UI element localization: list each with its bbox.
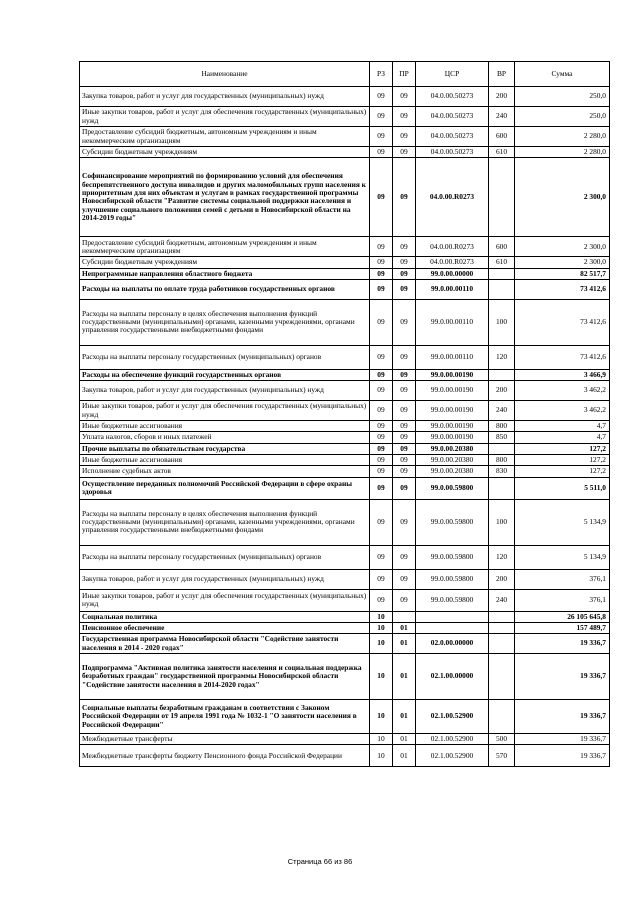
cell-rz: 09 xyxy=(370,268,393,279)
cell-csr: 99.0.00.00190 xyxy=(416,432,489,443)
cell-sum: 2 280,0 xyxy=(515,127,610,147)
cell-vr xyxy=(489,634,515,654)
page-footer: Страница 66 из 86 xyxy=(287,857,353,866)
cell-csr: 04.0.00.R0273 xyxy=(416,257,489,268)
cell-name: Иные закупки товаров, работ и услуг для обеспечения государственных (муниципальных) нужд xyxy=(80,107,370,127)
cell-name: Пенсионное обеспечение xyxy=(80,622,370,633)
table-row xyxy=(80,745,610,767)
cell-pr: 01 xyxy=(393,700,416,734)
cell-sum: 127,2 xyxy=(515,443,610,454)
cell-sum: 3 462,2 xyxy=(515,381,610,401)
table-row xyxy=(80,611,610,622)
table-row xyxy=(80,700,610,734)
cell-csr: 99.0.00.59800 xyxy=(416,569,489,589)
cell-name: Подпрограмма "Активная политика занятости населения и социальная поддержка безработных граждан" государственной программы Новосибирской области "Содействие занятости населения в 2014-2020 годах" xyxy=(80,654,370,700)
cell-csr: 02.1.00.52900 xyxy=(416,745,489,767)
cell-name: Предоставление субсидий бюджетным, автономным учреждениям и иным некоммерческим организациям xyxy=(80,237,370,257)
cell-vr: 800 xyxy=(489,421,515,432)
cell-csr: 04.0.00.R0273 xyxy=(416,158,489,237)
cell-sum: 5 511,0 xyxy=(515,477,610,499)
cell-csr: 04.0.00.50273 xyxy=(416,127,489,147)
header-sum: Сумма xyxy=(515,62,610,87)
cell-name: Межбюджетные трансферты xyxy=(80,734,370,745)
cell-vr: 610 xyxy=(489,147,515,158)
cell-rz: 09 xyxy=(370,299,393,345)
cell-sum: 2 280,0 xyxy=(515,147,610,158)
table-row xyxy=(80,147,610,158)
cell-rz: 09 xyxy=(370,369,393,380)
cell-pr: 09 xyxy=(393,87,416,107)
cell-pr: 09 xyxy=(393,421,416,432)
cell-name: Расходы на выплаты по оплате труда работников государственных органов xyxy=(80,279,370,299)
cell-vr xyxy=(489,369,515,380)
cell-pr: 09 xyxy=(393,268,416,279)
cell-sum: 127,2 xyxy=(515,466,610,477)
cell-vr: 240 xyxy=(489,589,515,611)
cell-rz: 09 xyxy=(370,345,393,369)
cell-pr: 09 xyxy=(393,257,416,268)
budget-table-container xyxy=(79,61,609,767)
cell-name: Непрограммные направления областного бюджета xyxy=(80,268,370,279)
cell-name: Государственная программа Новосибирской области "Содействие занятости населения в 2014 - 2020 годах" xyxy=(80,634,370,654)
header-pr: ПР xyxy=(393,62,416,87)
cell-csr: 02.0.00.00000 xyxy=(416,634,489,654)
cell-pr: 01 xyxy=(393,622,416,633)
cell-vr: 830 xyxy=(489,466,515,477)
cell-csr: 99.0.00.20380 xyxy=(416,466,489,477)
cell-csr: 99.0.00.00190 xyxy=(416,381,489,401)
cell-pr: 09 xyxy=(393,589,416,611)
cell-vr: 200 xyxy=(489,87,515,107)
cell-csr: 99.0.00.00110 xyxy=(416,345,489,369)
cell-vr: 600 xyxy=(489,237,515,257)
cell-rz: 09 xyxy=(370,432,393,443)
cell-sum: 3 462,2 xyxy=(515,401,610,421)
cell-sum: 3 466,9 xyxy=(515,369,610,380)
cell-rz: 09 xyxy=(370,499,393,545)
table-row xyxy=(80,454,610,465)
cell-vr: 610 xyxy=(489,257,515,268)
cell-sum: 2 300,0 xyxy=(515,257,610,268)
table-row xyxy=(80,421,610,432)
cell-sum: 5 134,9 xyxy=(515,545,610,569)
cell-rz: 09 xyxy=(370,127,393,147)
cell-vr: 100 xyxy=(489,299,515,345)
cell-csr: 99.0.00.59800 xyxy=(416,545,489,569)
table-row xyxy=(80,654,610,700)
cell-pr: 01 xyxy=(393,634,416,654)
cell-pr: 09 xyxy=(393,369,416,380)
cell-rz: 09 xyxy=(370,158,393,237)
cell-csr: 99.0.00.59800 xyxy=(416,477,489,499)
cell-sum: 73 412,6 xyxy=(515,345,610,369)
cell-pr: 09 xyxy=(393,499,416,545)
cell-name: Социальные выплаты безработным гражданам в соответствии с Законом Российской Федерации от 19 апреля 1991 года № 1032-1 "О занятости населения в Российской Федерации" xyxy=(80,700,370,734)
cell-name: Софинансирование мероприятий по формированию условий для обеспечения беспрепятственного доступа инвалидов и других маломобильных групп населения к приоритетным для них объектам и услугам в рамках государственной программы Новосибирской области "Развитие системы социальной поддержки населения и улучшение социального положения семей с детьми в Новосибирской области на 2014-2019 годы" xyxy=(80,158,370,237)
cell-csr: 99.0.00.00190 xyxy=(416,369,489,380)
cell-sum: 19 336,7 xyxy=(515,634,610,654)
cell-name: Иные бюджетные ассигнования xyxy=(80,454,370,465)
cell-csr: 99.0.00.59800 xyxy=(416,499,489,545)
cell-pr: 09 xyxy=(393,545,416,569)
cell-sum: 26 105 645,8 xyxy=(515,611,610,622)
cell-rz: 10 xyxy=(370,622,393,633)
cell-pr: 09 xyxy=(393,158,416,237)
cell-name: Закупка товаров, работ и услуг для государственных (муниципальных) нужд xyxy=(80,569,370,589)
table-row xyxy=(80,345,610,369)
table-row xyxy=(80,622,610,633)
cell-rz: 09 xyxy=(370,381,393,401)
table-row xyxy=(80,268,610,279)
table-row xyxy=(80,381,610,401)
cell-name: Закупка товаров, работ и услуг для государственных (муниципальных) нужд xyxy=(80,381,370,401)
table-row xyxy=(80,401,610,421)
cell-vr: 850 xyxy=(489,432,515,443)
cell-csr: 99.0.00.20380 xyxy=(416,443,489,454)
cell-rz: 09 xyxy=(370,569,393,589)
budget-table xyxy=(79,61,610,767)
cell-name: Иные бюджетные ассигнования xyxy=(80,421,370,432)
cell-vr xyxy=(489,477,515,499)
cell-pr: 09 xyxy=(393,299,416,345)
cell-rz: 09 xyxy=(370,87,393,107)
cell-csr: 99.0.00.00110 xyxy=(416,299,489,345)
cell-vr: 570 xyxy=(489,745,515,767)
cell-sum: 19 336,7 xyxy=(515,745,610,767)
cell-rz: 10 xyxy=(370,611,393,622)
cell-vr xyxy=(489,622,515,633)
cell-vr: 100 xyxy=(489,499,515,545)
cell-name: Расходы на выплаты персоналу в целях обеспечения выполнения функций государственными (муниципальными) органами, казенными учреждениями, органами управления государственными внебюджетными фондами xyxy=(80,299,370,345)
cell-pr: 09 xyxy=(393,443,416,454)
table-row xyxy=(80,299,610,345)
table-row xyxy=(80,107,610,127)
cell-name: Расходы на выплаты персоналу государственных (муниципальных) органов xyxy=(80,345,370,369)
cell-pr: 09 xyxy=(393,454,416,465)
table-row xyxy=(80,279,610,299)
cell-name: Прочие выплаты по обязательствам государства xyxy=(80,443,370,454)
cell-sum: 19 336,7 xyxy=(515,700,610,734)
cell-sum: 376,1 xyxy=(515,569,610,589)
cell-rz: 09 xyxy=(370,454,393,465)
cell-csr: 04.0.00.50273 xyxy=(416,107,489,127)
cell-pr: 09 xyxy=(393,381,416,401)
cell-rz: 09 xyxy=(370,545,393,569)
cell-rz: 10 xyxy=(370,700,393,734)
cell-vr: 500 xyxy=(489,734,515,745)
table-row xyxy=(80,432,610,443)
cell-sum: 19 336,7 xyxy=(515,734,610,745)
cell-rz: 10 xyxy=(370,634,393,654)
table-row xyxy=(80,634,610,654)
cell-sum: 4,7 xyxy=(515,421,610,432)
cell-pr: 09 xyxy=(393,401,416,421)
cell-rz: 10 xyxy=(370,734,393,745)
cell-vr xyxy=(489,654,515,700)
table-row xyxy=(80,734,610,745)
cell-rz: 09 xyxy=(370,237,393,257)
cell-csr xyxy=(416,611,489,622)
cell-name: Расходы на выплаты персоналу в целях обеспечения выполнения функций государственными (муниципальными) органами, казенными учреждениями, органами управления государственными внебюджетными фондами xyxy=(80,499,370,545)
cell-name: Субсидии бюджетным учреждениям xyxy=(80,147,370,158)
cell-csr: 04.0.00.50273 xyxy=(416,147,489,158)
table-row xyxy=(80,87,610,107)
cell-sum: 5 134,9 xyxy=(515,499,610,545)
cell-vr: 200 xyxy=(489,569,515,589)
cell-vr: 800 xyxy=(489,454,515,465)
cell-pr: 09 xyxy=(393,477,416,499)
table-row xyxy=(80,443,610,454)
cell-csr: 99.0.00.00190 xyxy=(416,421,489,432)
cell-sum: 127,2 xyxy=(515,454,610,465)
cell-pr: 09 xyxy=(393,279,416,299)
cell-name: Субсидии бюджетным учреждениям xyxy=(80,257,370,268)
cell-vr: 120 xyxy=(489,545,515,569)
cell-name: Осуществление переданных полномочий Российской Федерации в сфере охраны здоровья xyxy=(80,477,370,499)
cell-name: Исполнение судебных актов xyxy=(80,466,370,477)
cell-csr: 99.0.00.00190 xyxy=(416,401,489,421)
table-row xyxy=(80,237,610,257)
cell-pr: 01 xyxy=(393,745,416,767)
cell-csr: 99.0.00.00000 xyxy=(416,268,489,279)
cell-vr: 240 xyxy=(489,401,515,421)
cell-csr: 99.0.00.20380 xyxy=(416,454,489,465)
cell-name: Социальная политика xyxy=(80,611,370,622)
header-name: Наименование xyxy=(80,62,370,87)
cell-sum: 376,1 xyxy=(515,589,610,611)
header-rz: РЗ xyxy=(370,62,393,87)
cell-pr: 01 xyxy=(393,654,416,700)
cell-rz: 09 xyxy=(370,443,393,454)
header-vr: ВР xyxy=(489,62,515,87)
cell-name: Межбюджетные трансферты бюджету Пенсионного фонда Российской Федерации xyxy=(80,745,370,767)
cell-csr: 04.0.00.50273 xyxy=(416,87,489,107)
cell-vr: 240 xyxy=(489,107,515,127)
cell-vr xyxy=(489,443,515,454)
cell-vr: 200 xyxy=(489,381,515,401)
cell-csr: 02.1.00.52900 xyxy=(416,700,489,734)
cell-name: Уплата налогов, сборов и иных платежей xyxy=(80,432,370,443)
cell-csr xyxy=(416,622,489,633)
cell-pr: 09 xyxy=(393,127,416,147)
cell-name: Закупка товаров, работ и услуг для государственных (муниципальных) нужд xyxy=(80,87,370,107)
cell-sum: 2 300,0 xyxy=(515,158,610,237)
cell-pr: 09 xyxy=(393,432,416,443)
cell-rz: 09 xyxy=(370,589,393,611)
cell-csr: 02.1.00.52900 xyxy=(416,734,489,745)
cell-pr: 09 xyxy=(393,147,416,158)
cell-pr: 09 xyxy=(393,466,416,477)
table-row xyxy=(80,127,610,147)
cell-sum: 73 412,6 xyxy=(515,279,610,299)
cell-sum: 73 412,6 xyxy=(515,299,610,345)
cell-vr: 600 xyxy=(489,127,515,147)
cell-sum: 4,7 xyxy=(515,432,610,443)
cell-name: Расходы на обеспечение функций государственных органов xyxy=(80,369,370,380)
table-row xyxy=(80,257,610,268)
cell-sum: 157 489,7 xyxy=(515,622,610,633)
table-row xyxy=(80,589,610,611)
cell-name: Иные закупки товаров, работ и услуг для обеспечения государственных (муниципальных) нужд xyxy=(80,401,370,421)
cell-pr: 09 xyxy=(393,569,416,589)
cell-sum: 19 336,7 xyxy=(515,654,610,700)
cell-sum: 2 300,0 xyxy=(515,237,610,257)
cell-rz: 09 xyxy=(370,147,393,158)
cell-csr: 02.1.00.00000 xyxy=(416,654,489,700)
cell-vr xyxy=(489,158,515,237)
cell-csr: 99.0.00.00110 xyxy=(416,279,489,299)
cell-rz: 09 xyxy=(370,477,393,499)
cell-vr xyxy=(489,268,515,279)
cell-rz: 10 xyxy=(370,654,393,700)
header-csr: ЦСР xyxy=(416,62,489,87)
cell-vr xyxy=(489,279,515,299)
cell-pr: 09 xyxy=(393,345,416,369)
cell-rz: 10 xyxy=(370,745,393,767)
cell-name: Расходы на выплаты персоналу государственных (муниципальных) органов xyxy=(80,545,370,569)
cell-rz: 09 xyxy=(370,421,393,432)
table-row xyxy=(80,369,610,380)
cell-pr: 09 xyxy=(393,107,416,127)
cell-rz: 09 xyxy=(370,257,393,268)
cell-sum: 82 517,7 xyxy=(515,268,610,279)
cell-pr: 09 xyxy=(393,237,416,257)
cell-rz: 09 xyxy=(370,107,393,127)
table-row xyxy=(80,545,610,569)
cell-sum: 250,0 xyxy=(515,107,610,127)
table-header-row xyxy=(80,62,610,87)
cell-csr: 99.0.00.59800 xyxy=(416,589,489,611)
cell-vr xyxy=(489,611,515,622)
cell-rz: 09 xyxy=(370,401,393,421)
table-row xyxy=(80,499,610,545)
cell-vr: 120 xyxy=(489,345,515,369)
table-row xyxy=(80,466,610,477)
table-body xyxy=(80,87,610,767)
table-row xyxy=(80,569,610,589)
cell-rz: 09 xyxy=(370,466,393,477)
cell-csr: 04.0.00.R0273 xyxy=(416,237,489,257)
table-row xyxy=(80,158,610,237)
cell-sum: 250,0 xyxy=(515,87,610,107)
cell-pr: 01 xyxy=(393,734,416,745)
cell-vr xyxy=(489,700,515,734)
cell-pr xyxy=(393,611,416,622)
cell-rz: 09 xyxy=(370,279,393,299)
cell-name: Предоставление субсидий бюджетным, автономным учреждениям и иным некоммерческим организациям xyxy=(80,127,370,147)
table-row xyxy=(80,477,610,499)
cell-name: Иные закупки товаров, работ и услуг для обеспечения государственных (муниципальных) нужд xyxy=(80,589,370,611)
